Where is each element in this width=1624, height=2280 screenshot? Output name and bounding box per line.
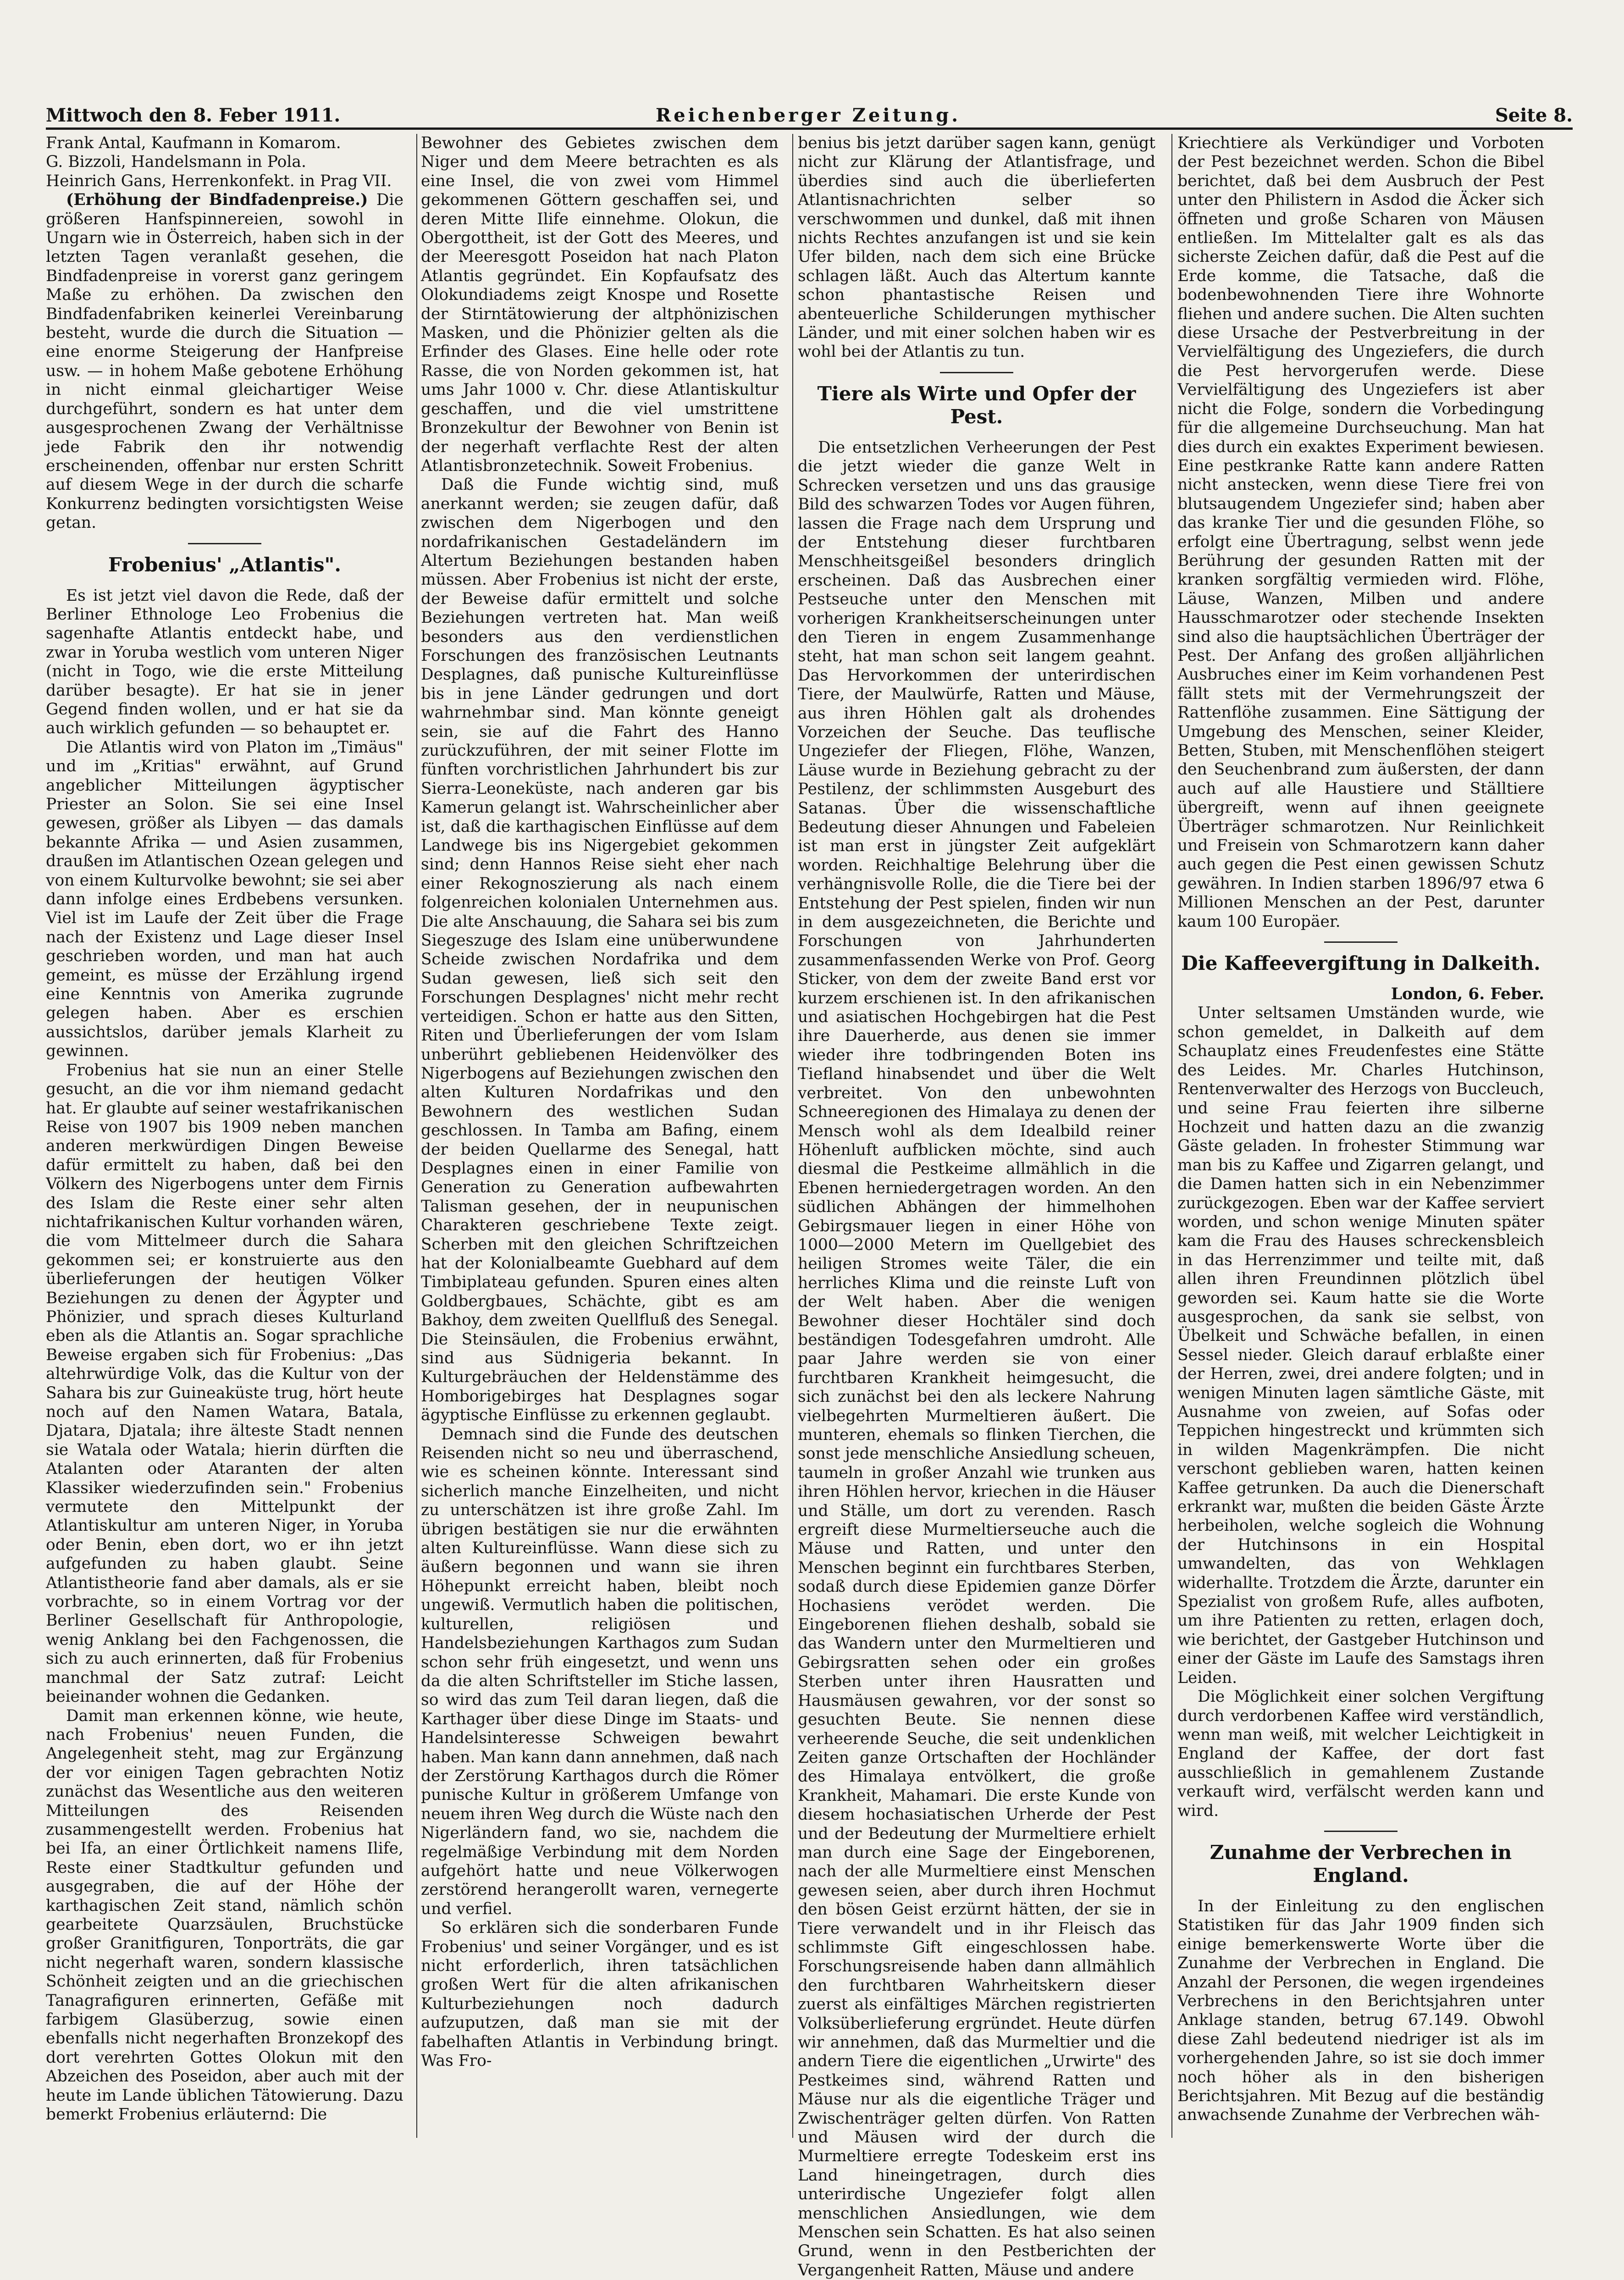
article-paragraph: Die Möglichkeit einer solchen Vergiftung durch verdorbenen Kaffee wird verständlich, wenn man weiß, mit welcher Leichtigkeit in England der Kaffee, der dort fast ausschließlich in gemahlenem Zustande verkauft wird, verfälscht werden kann und wird.: [1177, 1688, 1544, 1820]
article-paragraph: benius bis jetzt darüber sagen kann, genügt nicht zur Klärung der Atlantisfrage, und überdies sind auch die überlieferten Atlantisnachrichten selber so verschwommen und dunkel, daß mit ihnen nichts Rechtes anzufangen ist und sie kein Ufer bilden, nach dem sich eine Brücke schlagen läßt. Auch das Altertum kannte schon phantastische Reisen und abenteuerliche Schilderungen mythischer Länder, und mit einer solchen haben wir es wohl bei der Atlantis zu tun.: [798, 134, 1155, 361]
column-1: [46, 134, 403, 2142]
article-paragraph: So erklären sich die sonderbaren Funde Frobenius' und seiner Vorgänger, und es ist nicht erforderlich, ihren tatsächlichen großen Wert für die alten afrikanischen Kulturbeziehungen noch dadurch aufzuputzen, daß man sie mit der fabelhaften Atlantis in Verbindung bringt. Was Fro-: [421, 1919, 779, 2070]
person-entry: Frank Antal, Kaufmann in Komarom.: [46, 134, 341, 152]
article-paragraph: Kriechtiere als Verkündiger und Vorboten der Pest bezeichnet werden. Schon die Bibel berichtet, daß bei dem Ausbruch der Pest unter den Philistern in Asdod die Äcker sich öffneten und große Scharen von Mäusen entließen. Im Mittelalter galt es als das sicherste Zeichen dafür, daß die Pest auf die Erde komme, die Tatsache, daß die bodenbewohnenden Tiere ihre Wohnorte fliehen und andere suchen. Die Alten suchten diese Ursache der Pestverbreitung in der Vervielfältigung des Ungeziefers, die durch die Pest hervorgerufen werde. Diese Vervielfältigung des Ungeziefers ist aber nicht die Folge, sondern die Vorbedingung für die allgemeine Durchseuchung. Man hat dies durch ein exaktes Experiment bewiesen. Eine pestkranke Ratte kann andere Ratten nicht anstecken, wenn diese Tiere frei von blutsaugendem Ungeziefer sind; haben aber das kranke Tier und die gesunden Flöhe, so erfolgt eine Übertragung, selbst wenn jede Berührung der gesunden Ratten mit der kranken sorgfältig vermieden wird. Flöhe, Läuse, Wanzen, Milben und andere Hausschmarotzer oder stechende Insekten sind also die hauptsächlichen Überträger der Pest. Der Anfang des großen alljährlichen Ausbruches einer im Keim vorhandenen Pest fällt stets mit der Vermehrungszeit der Rattenflöhe zusammen. Eine Sättigung der Umgebung des Menschen, seiner Kleider, Betten, Stuben, mit Menschenflöhen steigert den Seuchenbrand zum äußersten, der dann auch auf alle Haustiere und Ställtiere übergreift, wenn auf ihnen geeignete Überträger schmarotzen. Nur Reinlichkeit und Freisein von Schmarotzern kann daher auch gegen die Pest einen gewissen Schutz gewähren. In Indien starben 1896/97 etwa 6 Millionen Menschen an der Pest, darunter kaum 100 Europäer.: [1177, 134, 1544, 931]
article-paragraph: Die entsetzlichen Verheerungen der Pest die jetzt wieder die ganze Welt in Schrecken versetzen und uns das grausige Bild des schwarzen Todes vor Augen führen, lassen die Frage nach dem Ursprung und der Entstehung dieser furchtbaren Menschheitsgeißel besonders dringlich erscheinen. Daß das Ausbrechen einer Pestseuche unter den Menschen mit vorherigen Krankheitserscheinungen unter den Tieren in engem Zusammenhange steht, hat man schon seit langem geahnt. Das Hervorkommen der unterirdischen Tiere, der Maulwürfe, Ratten und Mäuse, aus ihren Höhlen galt als drohendes Vorzeichen der Seuche. Das teuflische Ungeziefer der Fliegen, Flöhe, Wanzen, Läuse wurde in Beziehung gebracht zu der Pestilenz, der schlimmsten Ausgeburt des Satanas. Über die wissenschaftliche Bedeutung dieser Ahnungen und Fabeleien ist man erst in jüngster Zeit aufgeklärt worden. Reichhaltige Belehrung über die verhängnisvolle Rolle, die die Tiere bei der Entstehung der Pest spielen, finden wir nun in dem ausgezeichneten, die Berichte und Forschungen von Jahrhunderten zusammenfassenden Werke von Prof. Georg Sticker, von dem der zweite Band erst vor kurzem erschienen ist. In den afrikanischen und asiatischen Hochgebirgen hat die Pest ihre Dauerherde, aus denen sie immer wieder ihre todbringenden Boten ins Tiefland hinabsendet und über die Welt verbreitet. Von den unbewohnten Schneeregionen des Himalaya zu denen der Mensch wohl als dem Idealbild reiner Höhenluft aufblicken möchte, sind auch diesmal die Pestkeime allmählich in die Ebenen herniedergetragen worden. An den südlichen Abhängen der himmelhohen Gebirgsmauer liegen in einer Höhe von 1000—2000 Metern im Quellgebiet des heiligen Stromes weite Täler, die ein herrliches Klima und die reinste Luft von der Welt haben. Aber die wenigen Bewohner dieser Hochtäler sind doch beständigen Todesgefahren umdroht. Alle paar Jahre werden sie von einer furchtbaren Krankheit heimgesucht, die sich zunächst bei den als leckere Nahrung vielbegehrten Murmeltieren äußert. Die munteren, ehemals so flinken Tierchen, die sonst jede menschliche Ansiedlung scheuen, taumeln in großer Anzahl wie trunken aus ihren Höhlen hervor, kriechen in die Häuser und Ställe, um dort zu verenden. Rasch ergreift diese Murmeltierseuche auch die Mäuse und Ratten, und unter den Menschen beginnt ein furchtbares Sterben, sodaß durch diese Epidemien ganze Dörfer Hochasiens verödet werden. Die Eingeborenen fliehen deshalb, sobald sie das Wandern unter den Murmeltieren und Gebirgsratten sehen oder ein großes Sterben unter ihren Hausratten und Hausmäusen gewahren, vor der sonst so gesuchten Beute. Sie nennen diese verheerende Seuche, die seit undenklichen Zeiten ganze Ortschaften der Hochländer des Himalaya entvölkert, die große Krankheit, Mahamari. Die erste Kunde von diesem hochasiatischen Urherde der Pest und der Bedeutung der Murmeltiere erhielt man durch eine Sage der Eingeborenen, nach der alle Murmeltiere einst Menschen gewesen seien, aber durch ihren Hochmut den bösen Geist erzürnt hätten, der sie in Tiere verwandelt und in ihr Fleisch das schlimmste Gift eingeschlossen habe. Forschungsreisende haben dann allmählich den furchtbaren Wahrheitskern dieser zuerst als einfältiges Märchen registrierten Volksüberlieferung ergründet. Heute dürfen wir annehmen, daß das Murmeltier und die andern Tiere die eigentlichen „Urwirte" des Pestkeimes sind, während Ratten und Mäuse nur als die eigentliche Träger und Zwischenträger gelten dürfen. Von Ratten und Mäusen wird der durch die Murmeltiere erregte Todeskeim erst ins Land hineingetragen, durch dies unterirdische Ungeziefer folgt allen menschlichen Ansiedlungen, wie dem Menschen sein Schatten. Es hat also seinen Grund, wenn in den Pestberichten der Vergangenheit Ratten, Mäuse und andere: [798, 438, 1155, 2280]
article-paragraph: Unter seltsamen Umständen wurde, wie schon gemeldet, in Dalkeith auf dem Schauplatz eines Freudenfestes eine Stätte des Leides. Mr. Charles Hutchinson, Rentenverwalter des Herzogs von Buccleuch, und seine Frau feierten ihre silberne Hochzeit und hatten dazu an die zwanzig Gäste geladen. In frohester Stimmung war man bis zu Kaffee und Zigarren gelangt, und die Damen hatten sich in ein Nebenzimmer zurückgezogen. Eben war der Kaffee serviert worden, und schon wenige Minuten später kam die Frau des Hauses schreckensbleich in das Herrenzimmer und teilte mit, daß allen ihren Freundinnen plötzlich übel geworden sei. Kaum hatte sie die Worte ausgesprochen, da sank sie selbst, von Übelkeit und Schwäche befallen, in einen Sessel nieder. Gleich darauf erblaßte einer der Herren, zwei, drei andere folgten; und in wenigen Minuten lagen sämtliche Gäste, mit Ausnahme von zweien, auf Sofas oder Teppichen hingestreckt und krümmten sich in wilden Magenkrämpfen. Die nicht verschont geblieben waren, hatten keinen Kaffee getrunken. Da auch die Dienerschaft erkrankt war, mußten die beiden Gäste Ärzte herbeiholen, welche sogleich die Wohnung der Hutchinsons in ein Hospital umwandelten, das von Wehklagen widerhallte. Trotzdem die Ärzte, darunter ein Spezialist von großem Rufe, alles aufboten, um ihre Patienten zu retten, erlagen doch, wie berichtet, der Gastgeber Hutchinson und einer der Gäste im Laufe des Samstags ihren Leiden.: [1177, 1004, 1544, 1687]
column-divider: [1171, 134, 1172, 2138]
article-title-kaffee: Die Kaffeevergiftung in Dalkeith.: [1181, 952, 1541, 975]
article-title-verbrechen: Zunahme der Verbrechen in England.: [1210, 1841, 1512, 1887]
column-4: [1177, 134, 1544, 2142]
separator-rule: [188, 543, 261, 544]
column-3: [798, 134, 1155, 2280]
article-paragraph: Es ist jetzt viel davon die Rede, daß der Berliner Ethnologe Leo Frobenius die sagenhafte Atlantis entdeckt habe, und zwar in Yoruba westlich vom unteren Niger (nicht in Togo, wie die erste Mitteilung darüber besagte). Er hat sie in jener Gegend finden wollen, und er hat sie da auch wirklich gefunden — so behauptet er.: [46, 586, 403, 738]
separator-rule: [940, 372, 1013, 373]
article-title-atlantis: Frobenius' „Atlantis".: [108, 553, 342, 576]
column-divider: [792, 134, 793, 2138]
page-number: Seite 8.: [1495, 105, 1573, 126]
column-divider: [416, 134, 417, 2138]
separator-rule: [1324, 941, 1398, 943]
price-notice-title: (Erhöhung der Bindfadenpreise.): [66, 191, 368, 210]
article-paragraph: Daß die Funde wichtig sind, muß anerkannt werden; sie zeugen dafür, daß zwischen dem Nigerbogen und den nordafrikanischen Gestadeländern im Altertum Beziehungen bestanden haben müssen. Aber Frobenius ist nicht der erste, der Beweise dafür ermittelt und solche Beziehungen vertreten hat. Man weiß besonders aus den verdienstlichen Forschungen des französischen Leutnants Desplagnes, daß punische Kultureinflüsse bis in jene Länder gedrungen und dort wahrnehmbar sind. Man könnte geneigt sein, sie auf die Fahrt des Hanno zurückzuführen, der mit seiner Flotte im fünften vorchristlichen Jahrhundert bis zur Sierra-Leoneküste, nach anderen gar bis Kamerun gelangt ist. Wahrscheinlicher aber ist, daß die karthagischen Einflüsse auf dem Landwege bis ins Nigergebiet gekommen sind; denn Hannos Reise sieht eher nach einer Rekognoszierung als nach einem folgenreichen kolonialen Unternehmen aus. Die alte Anschauung, die Sahara sei bis zum Siegeszuge des Islam eine unüberwundene Scheide zwischen Nordafrika und dem Sudan gewesen, ließ sich seit den Forschungen Desplagnes' nicht mehr recht verteidigen. Schon er hatte aus den Sitten, Riten und Überlieferungen der vom Islam unberührt gebliebenen Heidenvölker des Nigerbogens auf Beziehungen zwischen den alten Kulturen Nordafrikas und den Bewohnern des westlichen Sudan geschlossen. In Tamba am Bafing, einem der beiden Quellarme des Senegal, hatt Desplagnes einen in einer Familie von Generation zu Generation aufbewahrten Talisman gesehen, der in neupunischen Charakteren geschriebene Texte zeigt. Scherben mit den gleichen Schriftzeichen hat der Kolonialbeamte Guebhard auf dem Timbiplateau gefunden. Spuren eines alten Goldbergbaues, Schächte, gibt es am Bakhoy, dem zweiten Quellfluß des Senegal. Die Steinsäulen, die Frobenius erwähnt, sind aus Südnigeria bekannt. In Kulturgebräuchen der Heldenstämme des Homborigebirges hat Desplagnes sogar ägyptische Einflüsse zu erkennen geglaubt.: [421, 476, 779, 1425]
price-notice-text: Die größeren Hanfspinnereien, sowohl in Ungarn wie in Österreich, haben sich in der letzten Tagen veranlaßt gesehen, die Bindfadenpreise in vorerst ganz geringem Maße zu erhöhen. Da zwischen den Bindfadenfabriken keinerlei Vereinbarung besteht, wurde die durch die Situation — eine enorme Steigerung der Hanfpreise usw. — in hohem Maße gebotene Erhöhung in nicht einmal gleichartiger Weise durchgeführt, sondern es hat unter dem ausgesprochenen Zwang der Verhältnisse jede Fabrik den ihr notwendig erscheinenden, offenbar nur ersten Schritt auf diesem Wege in der durch die scharfe Konkurrenz bedingten vorsichtigsten Weise getan.: [46, 191, 404, 532]
column-2: [421, 134, 779, 2142]
article-paragraph: Demnach sind die Funde des deutschen Reisenden nicht so neu und überraschend, wie es scheinen könnte. Interessant sind sicherlich manche Einzelheiten, und nicht zu unterschätzen ist ihre große Zahl. Im übrigen bestätigen sie nur die erwähnten alten Kultureinflüsse. Wann diese sich zu äußern begonnen und wann sie ihren Höhepunkt erreicht haben, bleibt noch ungewiß. Vermutlich haben die politischen, kulturellen, religiösen und Handelsbeziehungen Karthagos zum Sudan schon sehr früh eingesetzt, und wenn uns da die alten Schriftsteller im Stiche lassen, so wird das zum Teil daran liegen, daß die Karthager über diese Dinge im Staats- und Handelsinteresse Schweigen bewahrt haben. Man kann dann annehmen, daß nach der Zerstörung Karthagos durch die Römer punische Kultur in größerem Umfange von neuem ihren Weg durch die Wüste nach den Nigerländern fand, wo sie, nachdem die regelmäßige Verbindung mit dem Norden aufgehört hatte und neue Völkerwogen zerstörend herangerollt waren, vernegerte und verfiel.: [421, 1425, 779, 1918]
header-rule: [46, 127, 1573, 130]
article-paragraph: Frobenius hat sie nun an einer Stelle gesucht, an die vor ihm niemand gedacht hat. Er glaubte auf seiner westafrikanischen Reise von 1907 bis 1909 neben manchen anderen merkwürdigen Dingen Beweise dafür ermittelt zu haben, daß bei den Völkern des Nigerbogens unter dem Firnis des Islam die Reste einer sehr alten nichtafrikanischen Kultur vorhanden wären, die vom Mittelmeer durch die Sahara gekommen sei; er konstruierte aus den überlieferungen der heutigen Völker Beziehungen zu denen der Ägypter und Phönizier, und sprach dieses Kulturland eben als die Atlantis an. Sogar sprachliche Beweise ergaben sich für Frobenius: „Das altehrwürdige Volk, das die Kultur von der Sahara bis zur Guineaküste trug, hört heute noch auf den Namen Watara, Batala, Djatara, Djatala; ihre älteste Stadt nennen sie Watala oder Watala; hierin dürften die Atalanten oder Ataranten der alten Klassiker wiederzufinden sein." Frobenius vermutete den Mittelpunkt der Atlantiskultur am unteren Niger, in Yoruba oder Benin, eben dort, wo er ihn jetzt aufgefunden zu haben glaubt. Seine Atlantistheorie fand aber damals, als er sie vorbrachte, so in einem Vortrag vor der Berliner Gesellschaft für Anthropologie, wenig Anklang bei den Fachgenossen, die sich zu auch erinnerten, daß für Frobenius manchmal der Satz zutraf: Leicht beieinander wohnen die Gedanken.: [46, 1061, 403, 1706]
person-entry: Heinrich Gans, Herrenkonfekt. in Prag VII.: [46, 172, 392, 190]
price-notice: [46, 191, 403, 532]
article-paragraph: Bewohner des Gebietes zwischen dem Niger und dem Meere betrachten es als eine Insel, die von zwei vom Himmel gekommenen Göttern geschaffen sei, und deren Mitte Ilife einnehme. Olokun, die Obergottheit, ist der Gott des Meeres, und der Meeresgott Poseidon hat nach Platon Atlantis gegründet. Ein Kopfaufsatz des Olokundiadems zeigt Knospe und Rosette der Stirntätowierung der altphönizischen Masken, und die Phönizier gelten als die Erfinder des Glases. Eine helle oder rote Rasse, die von Norden gekommen ist, hat ums Jahr 1000 v. Chr. diese Atlantiskultur geschaffen, und die viel umstrittene Bronzekultur der Bewohner von Benin ist der negerhaft verflachte Rest der alten Atlantisbronzetechnik. Soweit Frobenius.: [421, 134, 779, 475]
issue-date: Mittwoch den 8. Feber 1911.: [46, 105, 341, 126]
newspaper-title: Reichenberger Zeitung.: [656, 105, 961, 126]
article-title-pest: Tiere als Wirte und Opfer der Pest.: [817, 382, 1136, 428]
article-paragraph: Die Atlantis wird von Platon im „Timäus" und im „Kritias" erwähnt, auf Grund angeblicher Mitteilungen ägyptischer Priester an Solon. Sie sei eine Insel gewesen, größer als Libyen — das damals bekannte Afrika — und Asien zusammen, draußen im Atlantischen Ozean gelegen und von einem Kulturvolke bewohnt; sie sei aber dann infolge eines Erdbebens versunken. Viel ist im Laufe der Zeit über die Frage nach der Existenz und Lage dieser Insel geschrieben worden, und man hat auch gemeint, es müsse der Erzählung irgend eine Kenntnis von Amerika zugrunde gelegen haben. Aber es erschien aussichtslos, darüber jemals Klarheit zu gewinnen.: [46, 738, 403, 1061]
separator-rule: [1324, 1831, 1398, 1832]
article-paragraph: In der Einleitung zu den englischen Statistiken für das Jahr 1909 finden sich einige bemerkenswerte Worte über die Zunahme der Verbrechen in England. Die Anzahl der Personen, die wegen irgendeines Verbrechens in den Berichtsjahren unter Anklage standen, betrug 67.149. Obwohl diese Zahl bedeutend niedriger ist als im vorhergehenden Jahre, so ist sie doch immer noch höher als in den bisherigen Berichtsjahren. Mit Bezug auf die beständig anwachsende Zunahme der Verbrechen wäh-: [1177, 1897, 1544, 2125]
article-paragraph: Damit man erkennen könne, wie heute, nach Frobenius' neuen Funden, die Angelegenheit steht, mag zur Ergänzung der vor einigen Tagen gebrachten Notiz zunächst das Wesentliche aus den weiteren Mitteilungen des Reisenden zusammengestellt werden. Frobenius hat bei Ifa, an einer Örtlichkeit namens Ilife, Reste einer Stadtkultur gefunden und ausgegraben, die auf der Höhe der karthagischen Zeit stand, nämlich schön gearbeitete Quarzsäulen, Bruchstücke großer Granitfiguren, Tonporträts, die gar nicht negerhaft waren, sondern klassische Schönheit zeigten und an die griechischen Tanagrafiguren erinnerten, Gefäße mit farbigem Glasüberzug, sowie einen ebenfalls nicht negerhaften Bronzekopf des dort verehrten Gottes Olokun mit den Abzeichen des Poseidon, aber auch mit der heute im Lande üblichen Tätowierung. Dazu bemerkt Frobenius erläuternd: Die: [46, 1706, 403, 2124]
person-entry: G. Bizzoli, Handelsmann in Pola.: [46, 153, 306, 172]
dateline: London, 6. Feber.: [1391, 985, 1544, 1004]
